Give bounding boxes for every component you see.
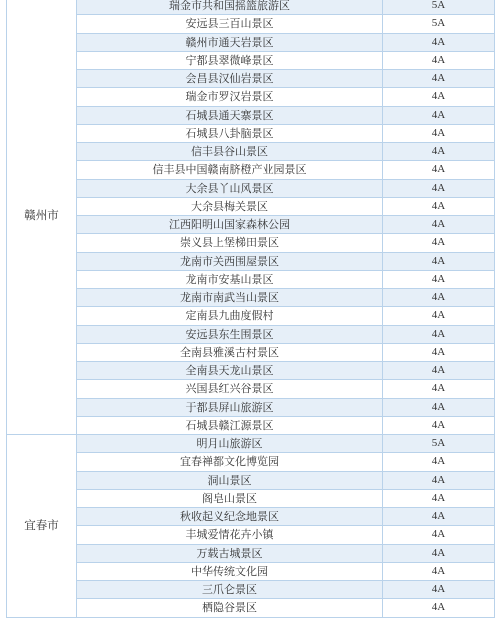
grade-cell: 4A [383,270,495,288]
grade-cell: 4A [383,325,495,343]
grade-cell: 4A [383,453,495,471]
scenic-area-name-cell: 安远县三百山景区 [77,15,383,33]
grade-cell: 4A [383,289,495,307]
table-row [7,416,495,434]
grade-cell: 5A [383,0,495,15]
scenic-area-name-cell: 石城县赣江源景区 [77,416,383,434]
table-row [7,489,495,507]
scenic-area-name-cell: 信丰县中国赣南脐橙产业园景区 [77,161,383,179]
grade-cell: 4A [383,252,495,270]
grade-cell: 4A [383,562,495,580]
table-row [7,526,495,544]
grade-cell: 4A [383,143,495,161]
grade-cell: 4A [383,416,495,434]
grade-cell: 4A [383,179,495,197]
scenic-area-name-cell: 兴国县红兴谷景区 [77,380,383,398]
table-row [7,234,495,252]
scenic-area-name-cell: 瑞金市罗汉岩景区 [77,88,383,106]
scenic-area-name-cell: 崇义县上堡梯田景区 [77,234,383,252]
table-row [7,435,495,453]
grade-cell: 5A [383,15,495,33]
grade-cell: 4A [383,161,495,179]
table-row [7,270,495,288]
scenic-area-name-cell: 石城县八卦脑景区 [77,124,383,142]
table-row [7,197,495,215]
grade-cell: 4A [383,581,495,599]
scenic-area-name-cell: 于都县屏山旅游区 [77,398,383,416]
grade-cell: 4A [383,599,495,617]
table-row [7,179,495,197]
grade-cell: 4A [383,88,495,106]
scenic-area-name-cell: 万载古城景区 [77,544,383,562]
scenic-area-table [6,0,495,618]
scenic-area-name-cell: 会昌县汉仙岩景区 [77,70,383,88]
city-cell: 宜春市 [7,435,77,618]
scenic-area-name-cell: 石城县通天寨景区 [77,106,383,124]
table-row [7,307,495,325]
scenic-area-name-cell: 全南县天龙山景区 [77,362,383,380]
table-row [7,51,495,69]
scenic-area-name-cell: 洞山景区 [77,471,383,489]
table-row [7,252,495,270]
scenic-area-name-cell: 三爪仑景区 [77,581,383,599]
grade-cell: 4A [383,124,495,142]
table-row [7,33,495,51]
scenic-area-name-cell: 中华传统文化园 [77,562,383,580]
scenic-area-name-cell: 龙南市南武当山景区 [77,289,383,307]
table-row [7,289,495,307]
table-row [7,106,495,124]
scenic-area-name-cell: 丰城爱情花卉小镇 [77,526,383,544]
grade-cell: 4A [383,216,495,234]
scenic-area-name-cell: 信丰县谷山景区 [77,143,383,161]
table-row [7,581,495,599]
grade-cell: 4A [383,70,495,88]
table-row [7,380,495,398]
table-row [7,544,495,562]
table-row [7,70,495,88]
grade-cell: 4A [383,380,495,398]
scenic-area-name-cell: 安远县东生围景区 [77,325,383,343]
grade-cell: 4A [383,307,495,325]
scenic-area-name-cell: 全南县雅溪古村景区 [77,343,383,361]
grade-cell: 4A [383,106,495,124]
grade-cell: 4A [383,544,495,562]
scenic-area-name-cell: 瑞金市共和国摇篮旅游区 [77,0,383,15]
scenic-area-name-cell: 赣州市通天岩景区 [77,33,383,51]
table-row [7,325,495,343]
scenic-area-name-cell: 阁皂山景区 [77,489,383,507]
table-row [7,124,495,142]
scenic-area-name-cell: 龙南市关西围屋景区 [77,252,383,270]
city-cell: 赣州市 [7,0,77,435]
grade-cell: 4A [383,51,495,69]
table-row [7,143,495,161]
grade-cell: 4A [383,343,495,361]
table-body [7,0,495,617]
scenic-area-name-cell: 江西阳明山国家森林公园 [77,216,383,234]
scenic-area-name-cell: 龙南市安基山景区 [77,270,383,288]
scenic-area-name-cell: 大余县丫山风景区 [77,179,383,197]
table-row [7,453,495,471]
grade-cell: 4A [383,489,495,507]
grade-cell: 4A [383,33,495,51]
table-row [7,0,495,15]
table-row [7,471,495,489]
scenic-area-name-cell: 定南县九曲度假村 [77,307,383,325]
grade-cell: 4A [383,526,495,544]
table-row [7,343,495,361]
scenic-area-name-cell: 大余县梅关景区 [77,197,383,215]
grade-cell: 4A [383,234,495,252]
table-row [7,362,495,380]
table-row [7,88,495,106]
table-row [7,508,495,526]
grade-cell: 4A [383,471,495,489]
scenic-area-name-cell: 宜春禅都文化博览园 [77,453,383,471]
table-row [7,599,495,617]
grade-cell: 5A [383,435,495,453]
table-row [7,398,495,416]
grade-cell: 4A [383,508,495,526]
scenic-area-name-cell: 宁都县翠微峰景区 [77,51,383,69]
scenic-area-name-cell: 秋收起义纪念地景区 [77,508,383,526]
grade-cell: 4A [383,398,495,416]
table-row [7,161,495,179]
grade-cell: 4A [383,362,495,380]
table-row [7,216,495,234]
scenic-area-name-cell: 明月山旅游区 [77,435,383,453]
grade-cell: 4A [383,197,495,215]
scenic-area-name-cell: 栖隐谷景区 [77,599,383,617]
table-row [7,562,495,580]
table-row [7,15,495,33]
